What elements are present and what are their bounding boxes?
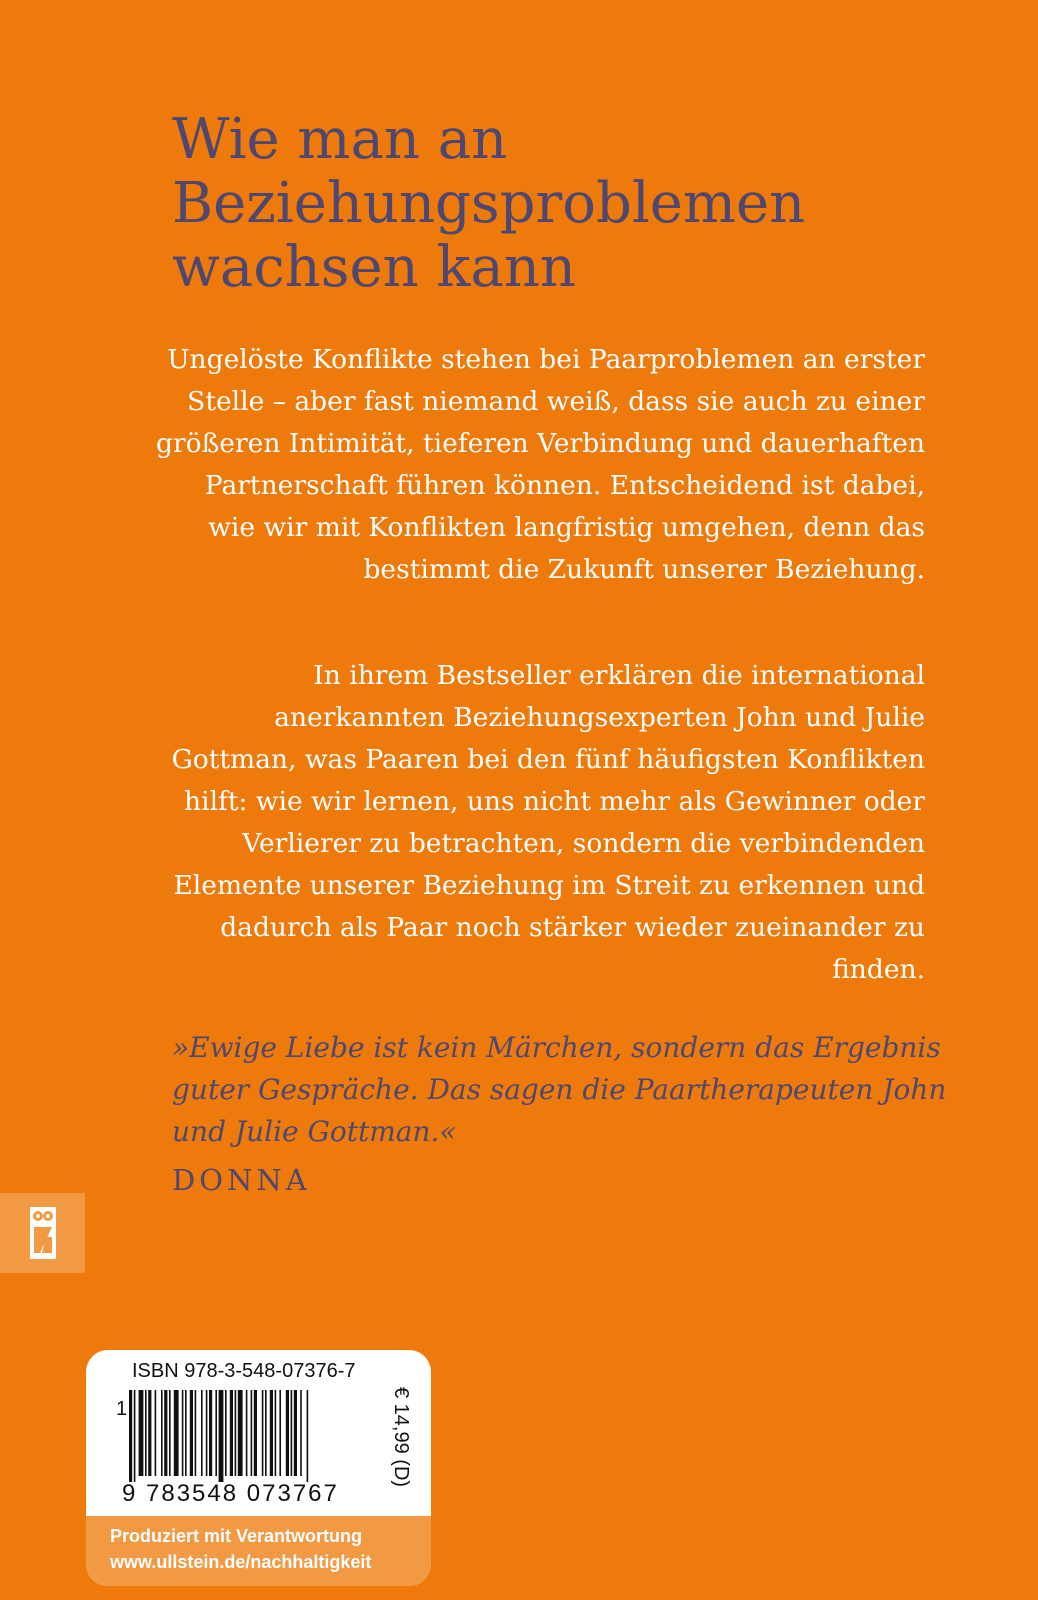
barcode-bar — [219, 1390, 224, 1482]
barcode-icon — [129, 1390, 369, 1482]
barcode-bar — [265, 1390, 267, 1476]
barcode-bar — [307, 1390, 309, 1482]
eco-notice-text: Produziert mit Verantwortung — [110, 1526, 363, 1546]
barcode-bar — [139, 1390, 144, 1476]
barcode-bar — [174, 1390, 179, 1476]
barcode-digits: 9 783548 073767 — [122, 1480, 339, 1507]
headline: Wie man an Beziehungsproblemen wachsen kann — [172, 107, 806, 300]
barcode-bar — [225, 1390, 227, 1476]
isbn-number: ISBN 978-3-548-07376-7 — [132, 1360, 356, 1382]
barcode-bar — [286, 1390, 289, 1476]
price-container — [386, 1387, 414, 1515]
barcode-bar — [185, 1390, 187, 1476]
barcode-bar — [134, 1390, 136, 1482]
barcode-bar — [190, 1390, 193, 1476]
barcode-bar — [182, 1390, 184, 1476]
barcode-bar — [294, 1390, 297, 1476]
barcode-bar — [275, 1390, 277, 1476]
barcode-bar — [148, 1390, 151, 1476]
barcode-bar — [145, 1390, 147, 1476]
barcode-bar — [209, 1390, 212, 1476]
barcode-bar — [262, 1390, 264, 1476]
barcode-bar — [251, 1390, 253, 1476]
description-paragraph-1: Ungelöste Konflikte stehen bei Paarproblemen an erster Stelle – aber fast niemand weiß, dass sie auch zu einer größeren Intimität, tieferen Verbindung und dauerhaften Partnerschaft führen können. Entscheidend ist dabei, wie wir mit Konflikten langfristig umgehen, denn das bestimmt die Zukunft unserer Beziehung. — [156, 344, 925, 585]
barcode-bar — [235, 1390, 237, 1476]
barcode-bar — [254, 1390, 257, 1476]
barcode-first-digit: 1 — [116, 1398, 128, 1420]
barcode-bar — [164, 1390, 167, 1476]
owl-logo-icon — [30, 1207, 56, 1259]
barcode-bar — [129, 1390, 132, 1482]
barcode-bar — [246, 1390, 248, 1476]
barcode-bar — [238, 1390, 243, 1476]
barcode-bar — [169, 1390, 171, 1476]
barcode-bar — [201, 1390, 203, 1476]
barcode-bar — [230, 1390, 233, 1476]
quote-source: DONNA — [172, 1163, 311, 1197]
barcode-bar — [195, 1390, 197, 1476]
barcode-bar — [279, 1390, 281, 1476]
barcode-label — [86, 1350, 431, 1586]
description-paragraph-2: In ihrem Bestseller erklären die international anerkannten Beziehungsexperten John und Julie Gottman, was Paaren bei den fünf häufigsten Konflikten hilft: wie wir lernen, uns nicht mehr als Gewinner oder Verlierer zu betrachten, sondern die verbindenden Elemente unserer Beziehung im Streit zu erkennen und dadurch als Paar noch stärker wieder zueinander zu finden. — [171, 660, 925, 985]
barcode-bar — [155, 1390, 157, 1476]
eco-notice — [86, 1516, 431, 1586]
price-label: € 14,99 (D) — [390, 1387, 412, 1488]
barcode-bar — [206, 1390, 208, 1476]
publisher-logo — [0, 1193, 85, 1273]
barcode-bar — [161, 1390, 163, 1476]
press-quote: »Ewige Liebe ist kein Märchen, sondern das Ergebnis guter Gespräche. Das sagen die Paartherapeuten John und Julie Gottman.« — [172, 1031, 947, 1148]
barcode-bar — [291, 1390, 293, 1476]
barcode-bar — [215, 1390, 217, 1476]
eco-notice-url: www.ullstein.de/nachhaltigkeit — [110, 1552, 372, 1572]
barcode-bar — [300, 1390, 302, 1476]
barcode-bar — [270, 1390, 273, 1476]
